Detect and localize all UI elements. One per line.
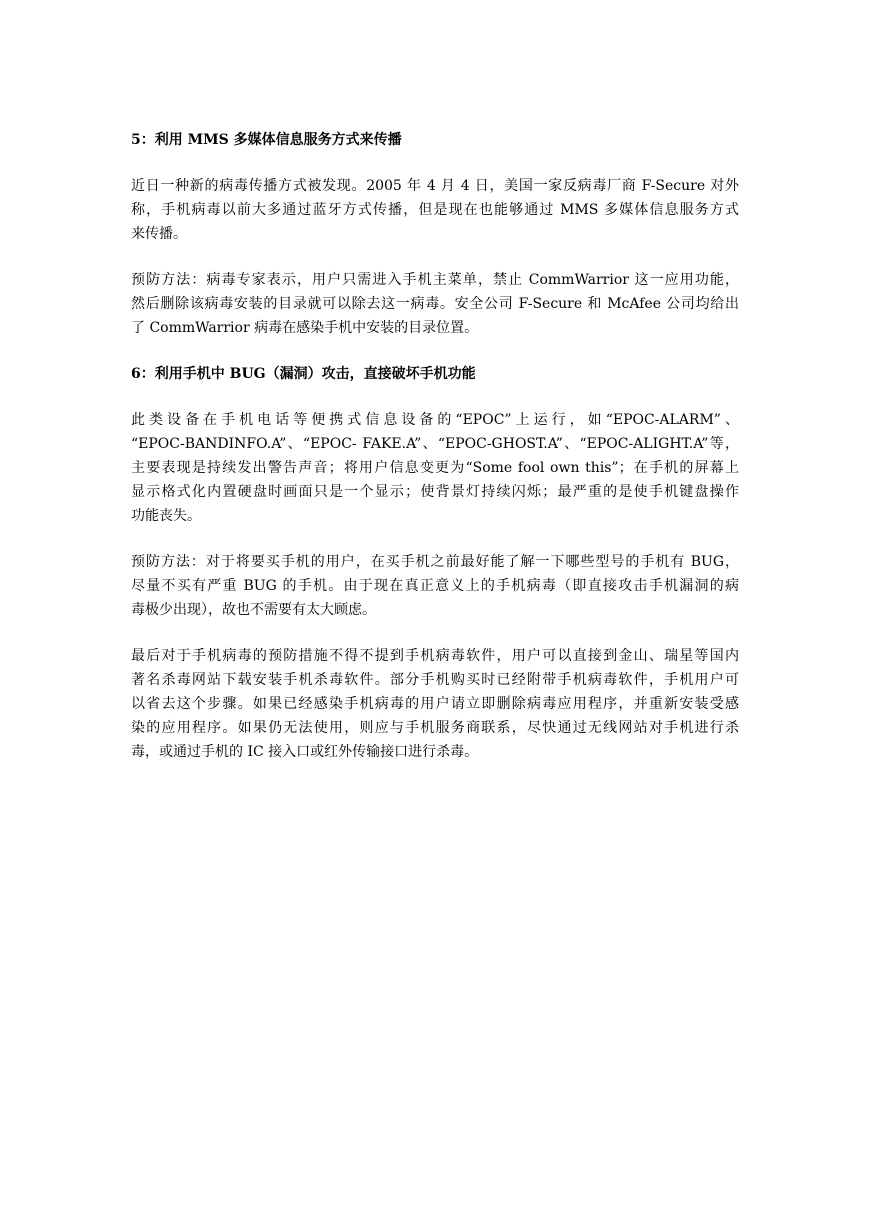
paragraph-line: 此类设备在手机电话等便携式信息设备的“EPOC”上运行，如“EPOC-ALARM”、 — [131, 412, 739, 428]
paragraph-line: 显示格式化内置硬盘时画面只是一个显示；使背景灯持续闪烁；最严重的是使手机键盘操作 — [131, 484, 739, 500]
section-heading-5: 5：利用 MMS 多媒体信息服务方式来传播 — [131, 132, 402, 148]
paragraph-line: “EPOC-BANDINFO.A”、“EPOC- FAKE.A”、“EPOC-GHOST.A”、“EPOC-ALIGHT.A”等， — [131, 436, 739, 452]
paragraph-line: 毒，或通过手机的 IC 接入口或红外传输接口进行杀毒。 — [131, 744, 479, 760]
paragraph-line: 毒极少出现），故也不需要有太大顾虑。 — [131, 602, 376, 618]
paragraph-line: 了 CommWarrior 病毒在感染手机中安装的目录位置。 — [131, 320, 479, 336]
paragraph-line: 功能丧失。 — [131, 508, 201, 524]
paragraph-line: 来传播。 — [131, 226, 187, 242]
paragraph-mms-intro — [131, 174, 739, 246]
paragraph-mms-prevention — [131, 268, 739, 340]
paragraph-bug-description — [131, 408, 739, 528]
paragraph-bug-prevention — [131, 550, 739, 622]
paragraph-line: 主要表现是持续发出警告声音；将用户信息变更为“Some fool own this”；在手机的屏幕上 — [131, 460, 739, 476]
paragraph-line: 近日一种新的病毒传播方式被发现。2005 年 4 月 4 日，美国一家反病毒厂商 F-Secure 对外 — [131, 178, 739, 194]
paragraph-line: 预防方法：病毒专家表示，用户只需进入手机主菜单，禁止 CommWarrior 这一应用功能， — [131, 272, 739, 288]
document-body — [131, 128, 739, 786]
paragraph-line: 最后对于手机病毒的预防措施不得不提到手机病毒软件，用户可以直接到金山、瑞星等国内 — [131, 648, 739, 664]
paragraph-line: 预防方法：对于将要买手机的用户，在买手机之前最好能了解一下哪些型号的手机有 BUG， — [131, 554, 739, 570]
section-heading-6: 6：利用手机中 BUG（漏洞）攻击，直接破坏手机功能 — [131, 366, 476, 382]
paragraph-line: 著名杀毒网站下载安装手机杀毒软件。部分手机购买时已经附带手机病毒软件，手机用户可 — [131, 672, 739, 688]
paragraph-conclusion — [131, 644, 739, 764]
paragraph-line: 尽量不买有严重 BUG 的手机。由于现在真正意义上的手机病毒（即直接攻击手机漏洞的病 — [131, 578, 739, 594]
paragraph-line: 称，手机病毒以前大多通过蓝牙方式传播，但是现在也能够通过 MMS 多媒体信息服务方式 — [131, 202, 739, 218]
paragraph-line: 然后删除该病毒安装的目录就可以除去这一病毒。安全公司 F-Secure 和 McAfee 公司均给出 — [131, 296, 739, 312]
paragraph-line: 染的应用程序。如果仍无法使用，则应与手机服务商联系，尽快通过无线网站对手机进行杀 — [131, 720, 739, 736]
paragraph-line: 以省去这个步骤。如果已经感染手机病毒的用户请立即删除病毒应用程序，并重新安装受感 — [131, 696, 739, 712]
